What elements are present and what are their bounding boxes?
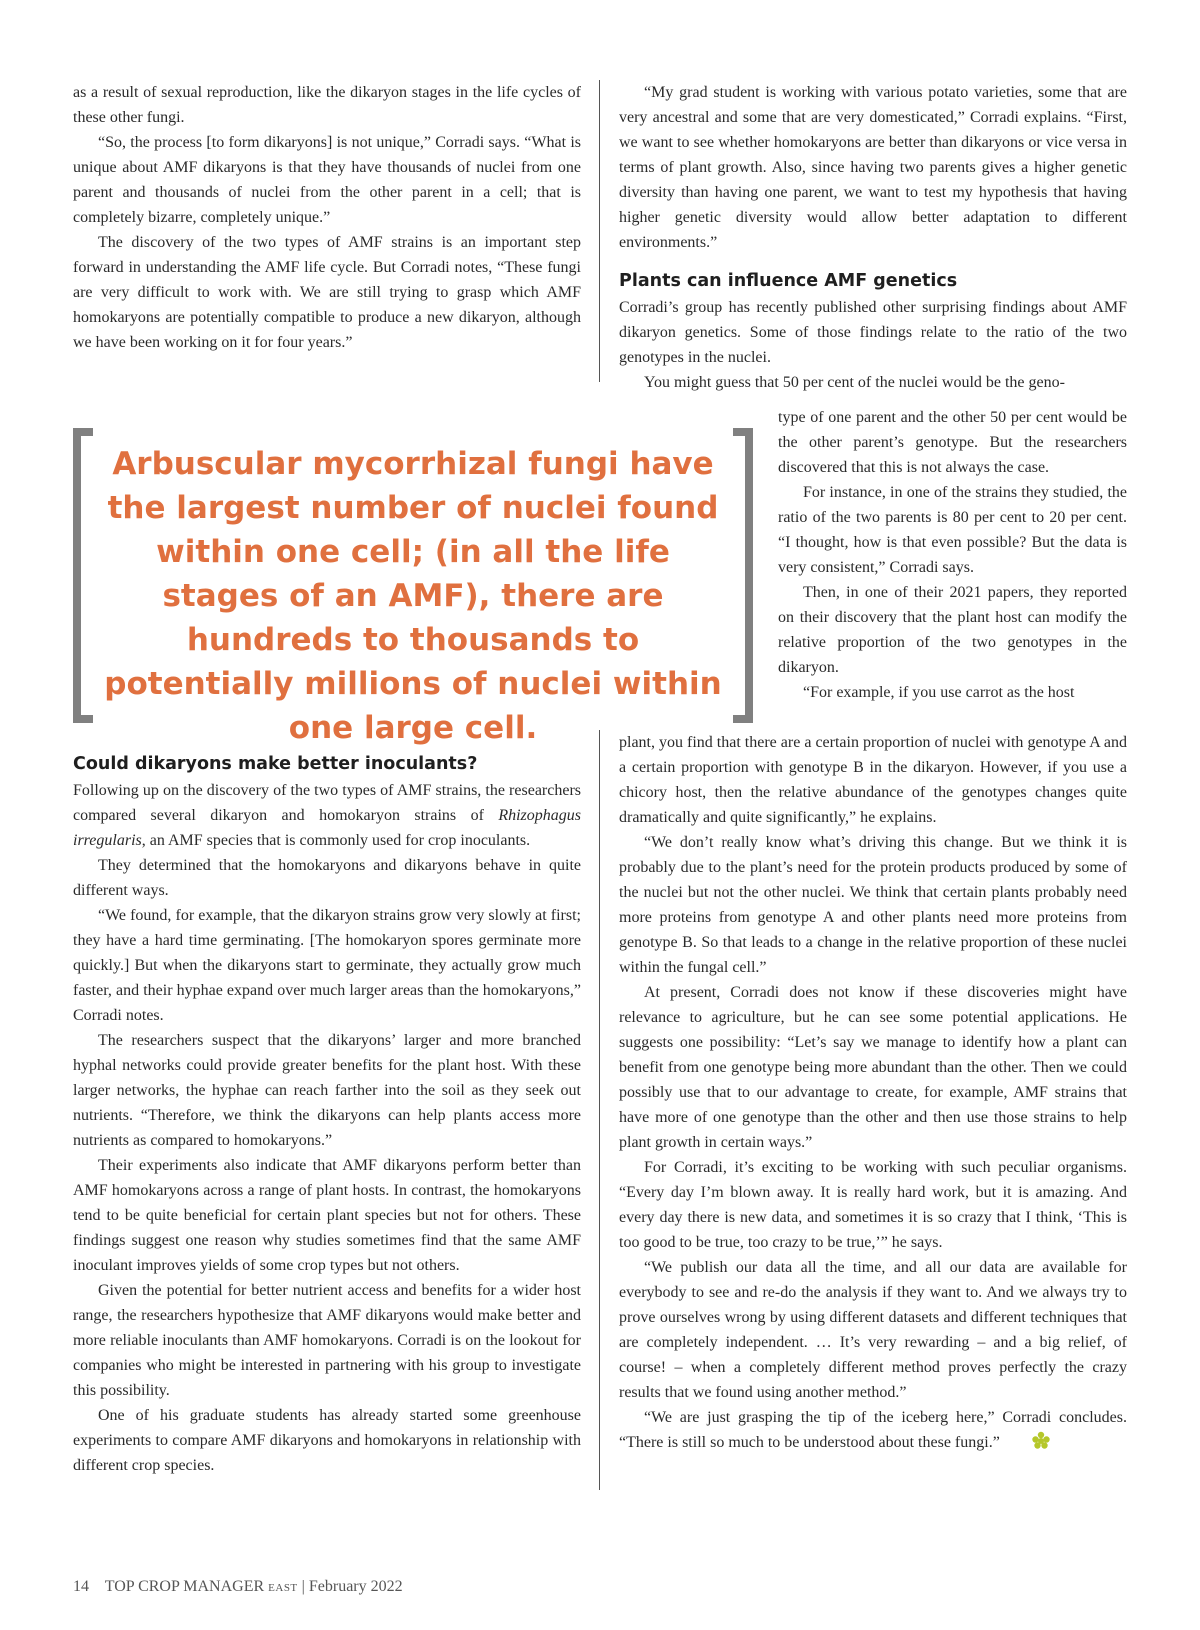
- paragraph: Following up on the discovery of the two types of AMF strains, the researchers compared several dikaryon and homokaryon strains of Rhizophagus irregularis, an AMF species that is commonly used for crop inoculants.: [73, 782, 581, 849]
- section-heading: Plants can influence AMF genetics: [619, 271, 958, 291]
- paragraph: “We are just grasping the tip of the iceberg here,” Corradi concludes. “There is still so much to be understood about these fungi.”: [619, 1405, 1127, 1459]
- paragraph: For instance, in one of the strains they studied, the ratio of the two parents is 80 per cent to 20 per cent. “I thought, how is that even possible? But the data is very consistent,” Corradi says.: [778, 484, 1127, 576]
- left-bracket: [73, 428, 93, 723]
- left-column-bottom: [73, 752, 581, 1478]
- magazine-edition: EAST: [268, 1582, 298, 1594]
- paragraph: For Corradi, it’s exciting to be working with such peculiar organisms. “Every day I’m blown away. It is really hard work, but it is amazing. And every day there is new data, and sometimes it is so crazy that I think, ‘This is too good to be true, too crazy to be true,’” he says.: [619, 1159, 1127, 1251]
- paragraph: Then, in one of their 2021 papers, they reported on their discovery that the plant host can modify the relative proportion of the two genotypes in the dikaryon.: [778, 584, 1127, 676]
- right-column-bottom: [619, 730, 1127, 1459]
- footer-separator: |: [301, 1578, 305, 1595]
- paragraph: The researchers suspect that the dikaryons’ larger and more branched hyphal networks could provide greater benefits for the plant host. With these larger networks, the hyphae can reach farther into the soil as they seek out nutrients. “Therefore, we think the dikaryons can help plants access more nutrients as compared to homokaryons.”: [73, 1032, 581, 1149]
- pull-quote: [73, 428, 753, 746]
- right-bracket: [733, 428, 753, 723]
- paragraph: At present, Corradi does not know if these discoveries might have relevance to agriculture, but he can see some potential applications. He suggests one possibility: “Let’s say we manage to identify how a plant can benefit from one genotype being more abundant than the other. Then we could possibly use that to our advantage to create, for example, AMF strains that have more of one genotype than the other and then use those strains to help plant growth in certain ways.”: [619, 984, 1127, 1151]
- paragraph: “My grad student is working with various potato varieties, some that are very ancestral and some that are very domesticated,” Corradi explains. “First, we want to see whether homokaryons are better than dikaryons or vice versa in terms of plant growth. Also, since having two parents gives a higher genetic diversity than having one parent, we want to test my hypothesis that having higher genetic diversity would allow better adaptation to different environments.”: [619, 84, 1127, 251]
- page-footer: [73, 1578, 403, 1596]
- pull-quote-text: Arbuscular mycorrhizal fungi have the largest number of nuclei found within one cell; (in all the life stages of an AMF), there are hundreds to thousands to potentially millions of nuclei within one large cell.: [104, 446, 722, 746]
- species-name: Rhizophagus irregularis: [73, 807, 581, 849]
- paragraph: “We found, for example, that the dikaryon strains grow very slowly at first; they have a hard time germinating. [The homokaryon spores germinate more quickly.] But when the dikaryons start to germinate, they actually grow much faster, and their hyphae expand over much larger areas than the homokaryons,” Corradi notes.: [73, 907, 581, 1024]
- issue-date: February 2022: [308, 1578, 403, 1595]
- paragraph: Their experiments also indicate that AMF dikaryons perform better than AMF homokaryons across a range of plant hosts. In contrast, the homokaryons tend to be quite beneficial for certain plant species but not for others. These findings suggest one reason why studies sometimes find that the same AMF inoculant improves yields of some crop types but not others.: [73, 1157, 581, 1274]
- right-column-top: [619, 80, 1127, 395]
- column-divider: [599, 730, 600, 1490]
- paragraph: “We don’t really know what’s driving this change. But we think it is probably due to the plant’s need for the protein products produced by some of the nuclei but not the other nuclei. We think that certain plants probably need more proteins from genotype A and other plants need more proteins from genotype B. So that leads to a change in the relative proportion of these nuclei within the fungal cell.”: [619, 834, 1127, 976]
- paragraph: You might guess that 50 per cent of the nuclei would be the geno-: [644, 374, 1065, 391]
- paragraph: plant, you find that there are a certain proportion of nuclei with genotype A and a certain proportion with genotype B in the dikaryon. However, if you use a chicory host, then the relative abundance of the genotypes changes quite dramatically and quite significantly,” he explains.: [619, 734, 1127, 826]
- paragraph: “So, the process [to form dikaryons] is not unique,” Corradi says. “What is unique about AMF dikaryons is that they have thousands of nuclei from one parent and thousands of nuclei from the other parent in a cell; that is completely bizarre, completely unique.”: [73, 134, 581, 226]
- leaf-end-icon: [1006, 1431, 1051, 1459]
- column-divider: [599, 80, 600, 382]
- left-column-top: [73, 80, 581, 355]
- paragraph: One of his graduate students has already started some greenhouse experiments to compare AMF dikaryons and homokaryons in relationship with different crop species.: [73, 1407, 581, 1474]
- paragraph: “We publish our data all the time, and all our data are available for everybody to see and re-do the analysis if they want to. And we always try to prove ourselves wrong by using different datasets and different techniques that are completely independent. … It’s very rewarding – and a big relief, of course! – when a completely different method proves perfectly the crazy results that we found using another method.”: [619, 1259, 1127, 1401]
- paragraph: Corradi’s group has recently published other surprising findings about AMF dikaryon genetics. Some of those findings relate to the ratio of the two genotypes in the nuclei.: [619, 299, 1127, 366]
- paragraph: as a result of sexual reproduction, like the dikaryon stages in the life cycles of these other fungi.: [73, 84, 581, 126]
- right-column-wrap: [778, 405, 1127, 705]
- paragraph: type of one parent and the other 50 per cent would be the other parent’s genotype. But the researchers discovered that this is not always the case.: [778, 409, 1127, 476]
- paragraph: “For example, if you use carrot as the host: [803, 684, 1075, 701]
- section-heading: Could dikaryons make better inoculants?: [73, 754, 478, 774]
- page-number: 14: [73, 1578, 89, 1595]
- magazine-name: TOP CROP MANAGER: [104, 1578, 265, 1595]
- paragraph: Given the potential for better nutrient access and benefits for a wider host range, the researchers hypothesize that AMF dikaryons would make better and more reliable inoculants than AMF homokaryons. Corradi is on the lookout for companies who might be interested in partnering with his group to investigate this possibility.: [73, 1282, 581, 1399]
- paragraph: The discovery of the two types of AMF strains is an important step forward in understanding the AMF life cycle. But Corradi notes, “These fungi are very difficult to work with. We are still trying to grasp which AMF homokaryons are potentially compatible to produce a new dikaryon, although we have been working on it for four years.”: [73, 234, 581, 351]
- paragraph: They determined that the homokaryons and dikaryons behave in quite different ways.: [73, 857, 581, 899]
